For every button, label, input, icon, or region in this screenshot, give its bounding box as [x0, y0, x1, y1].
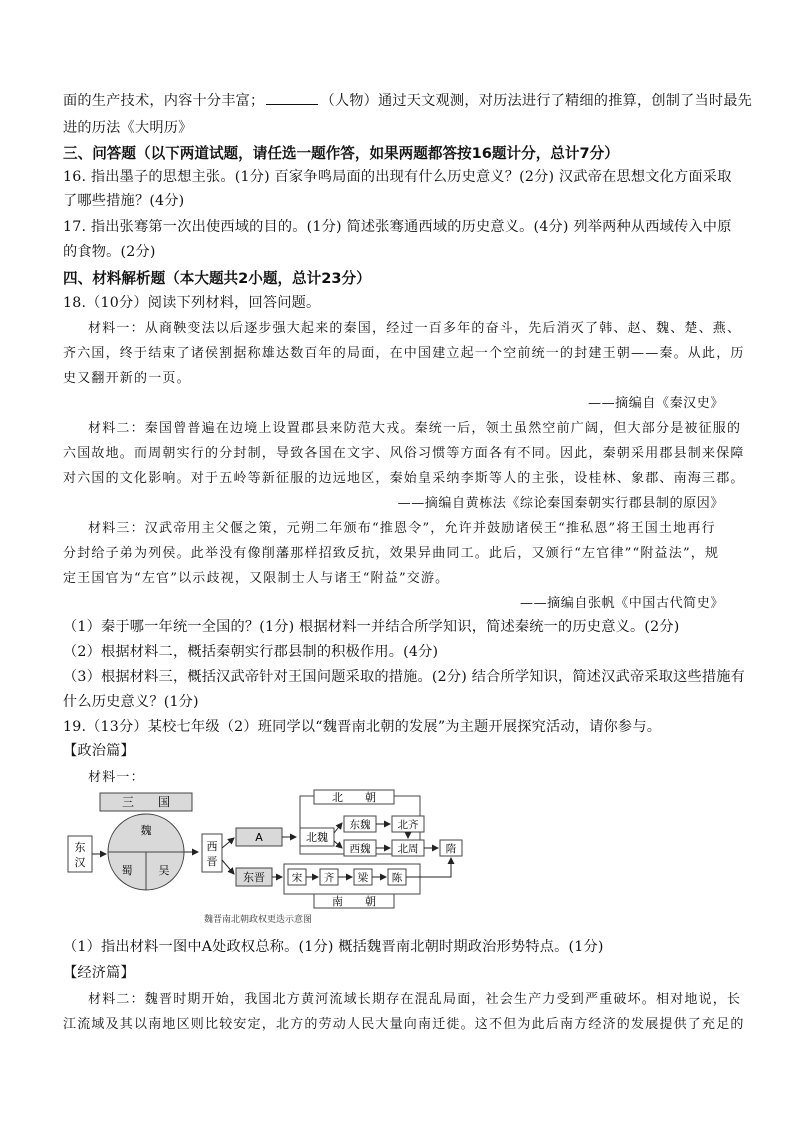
- answer-blank: [266, 92, 318, 105]
- section-heading: 四、材料解析题（本大题共2小题，总计23分）: [63, 270, 371, 287]
- material-2-source: ——摘编自黄栋法《综论秦国秦朝实行郡县制的原因》: [397, 496, 724, 511]
- material-2: 对六国的文化影响。对于五岭等新征服的边远地区，秦始皇采纳李斯等人的主张，设桂林、象郡、南海三郡。: [63, 471, 745, 486]
- material-3-source: ——摘编自张帆《中国古代简史》: [519, 596, 724, 611]
- material-1-source: ——摘编自《秦汉史》: [587, 396, 724, 411]
- material-2-economy: 江流域及其以南地区则比较安定，北方的劳动人民大量向南迁徙。这不但为此后南方经济的发展提供了充足的: [63, 1017, 745, 1032]
- dongjin-label: 东晋: [243, 871, 265, 884]
- question-17-cont: 的食物。(2分): [63, 244, 156, 260]
- text-line: 进的历法《大明历》: [63, 120, 193, 136]
- question-19: 19.（13分）某校七年级（2）班同学以“魏晋南北朝的发展”为主题开展探究活动，请你参与。: [63, 719, 662, 735]
- dongwei-label: 东魏: [349, 819, 371, 831]
- question-16-cont: 了哪些措施？(4分): [63, 193, 185, 209]
- section-heading: 三、问答题（以下两道试题，请任选一题作答，如果两题都答按16题计分，总计7分）: [63, 145, 619, 162]
- material-1: 齐六国，终于结束了诸侯割据称雄达数百年的局面，在中国建立起一个空前统一的封建王朝——秦。从此，历: [63, 346, 745, 361]
- material-1: 材料一：从商鞅变法以后逐步强大起来的秦国，经过一百多年的奋斗，先后消灭了韩、赵、魏、楚、燕、: [88, 321, 742, 336]
- material-3: 材料三：汉武帝用主父偃之策，元朔二年颁布“推恩令”，允许并鼓励诸侯王“推私恩”将王国土地再行: [88, 521, 716, 536]
- material-2: 六国故地。而周朝实行的分封制，导致各国在文字、风俗习惯等方面各有不同。因此，秦朝采用郡县制来保障: [63, 446, 745, 461]
- beiwei-label: 北魏: [306, 831, 328, 844]
- liang-label: 梁: [357, 872, 369, 884]
- beiqi-label: 北齐: [397, 819, 419, 831]
- qi-label: 齐: [323, 872, 335, 884]
- sub-question-1: （1）秦于哪一年统一全国的？(1分) 根据材料一并结合所学知识，简述秦统一的历史意义。(2分): [63, 619, 680, 635]
- a-label: A: [255, 831, 263, 844]
- material-2-economy: 材料二：魏晋时期开始，我国北方黄河流域长期存在混乱局面，社会生产力受到严重破坏。相对地说，长: [88, 992, 742, 1007]
- donghan-label: 东: [74, 841, 86, 854]
- arrow: [334, 841, 342, 848]
- shu-label: 蜀: [121, 864, 133, 877]
- question-18: 18.（10分）阅读下列材料，回答问题。: [63, 295, 321, 311]
- material-2: 材料二：秦国曾普遍在边境上设置郡县来防范大戎。秦统一后，领土虽然空前广阔，但大部分是被征服的: [88, 421, 742, 436]
- beichao-label: 北 朝: [332, 791, 376, 804]
- sub-question-3-cont: 什么历史意义？(1分): [63, 694, 199, 710]
- diagram-question: （1）指出材料一图中A处政权总称。(1分) 概括魏晋南北朝时期政治形势特点。(1分): [63, 939, 604, 955]
- material-3: 分封给子弟为列侯。此举没有像削藩那样招致反抗，效果异曲同工。此后，又颁行“左官律”“附益法”，规: [63, 546, 720, 561]
- question-17: 17. 指出张骞第一次出使西域的目的。(1分) 简述张骞通西域的历史意义。(4分) 列举两种从西域传入中原: [63, 219, 732, 235]
- wei-label: 魏: [140, 824, 152, 837]
- dynasty-diagram: [60, 788, 480, 928]
- arrow: [222, 860, 234, 874]
- economy-heading: 【经济篇】: [63, 965, 135, 981]
- arrow: [406, 858, 451, 877]
- diagram-caption: 魏晋南北朝政权更迭示意图: [203, 915, 313, 925]
- chen-label: 陈: [391, 872, 403, 884]
- material-3: 定王国官为“左官”以示歧视，又限制士人与诸王“附益”交游。: [63, 571, 450, 586]
- donghan-label: 汉: [74, 856, 86, 869]
- beizhou-label: 北周: [397, 843, 419, 855]
- xiwei-label: 西魏: [349, 843, 371, 855]
- nanchao-label: 南 朝: [332, 895, 376, 908]
- text-line: 面的生产技术，内容十分丰富； （人物）通过天文观测，对历法进行了精细的推算，创制了当时最先: [63, 93, 753, 109]
- xijin-label: 西: [206, 840, 218, 853]
- xijin-label: 晋: [206, 855, 218, 868]
- arrow: [222, 838, 234, 848]
- sanguo-label: 三 国: [121, 795, 171, 809]
- question-16: 16. 指出墨子的思想主张。(1分) 百家争鸣局面的出现有什么历史意义？(2分) 汉武帝在思想文化方面采取: [63, 169, 732, 185]
- politics-heading: 【政治篇】: [63, 743, 135, 759]
- arrow: [334, 823, 342, 833]
- song-label: 宋: [291, 872, 303, 884]
- sub-question-2: （2）根据材料二，概括秦朝实行郡县制的积极作用。(4分): [63, 644, 439, 660]
- sub-question-3: （3）根据材料三，概括汉武帝针对王国问题采取的措施。(2分) 结合所学知识，简述汉武帝采取这些措施有: [63, 669, 746, 685]
- material-1: 史又翻开新的一页。: [63, 371, 191, 386]
- sui-label: 隋: [445, 843, 457, 855]
- material-label: 材料一：: [88, 770, 145, 785]
- wu-label: 吴: [158, 864, 170, 877]
